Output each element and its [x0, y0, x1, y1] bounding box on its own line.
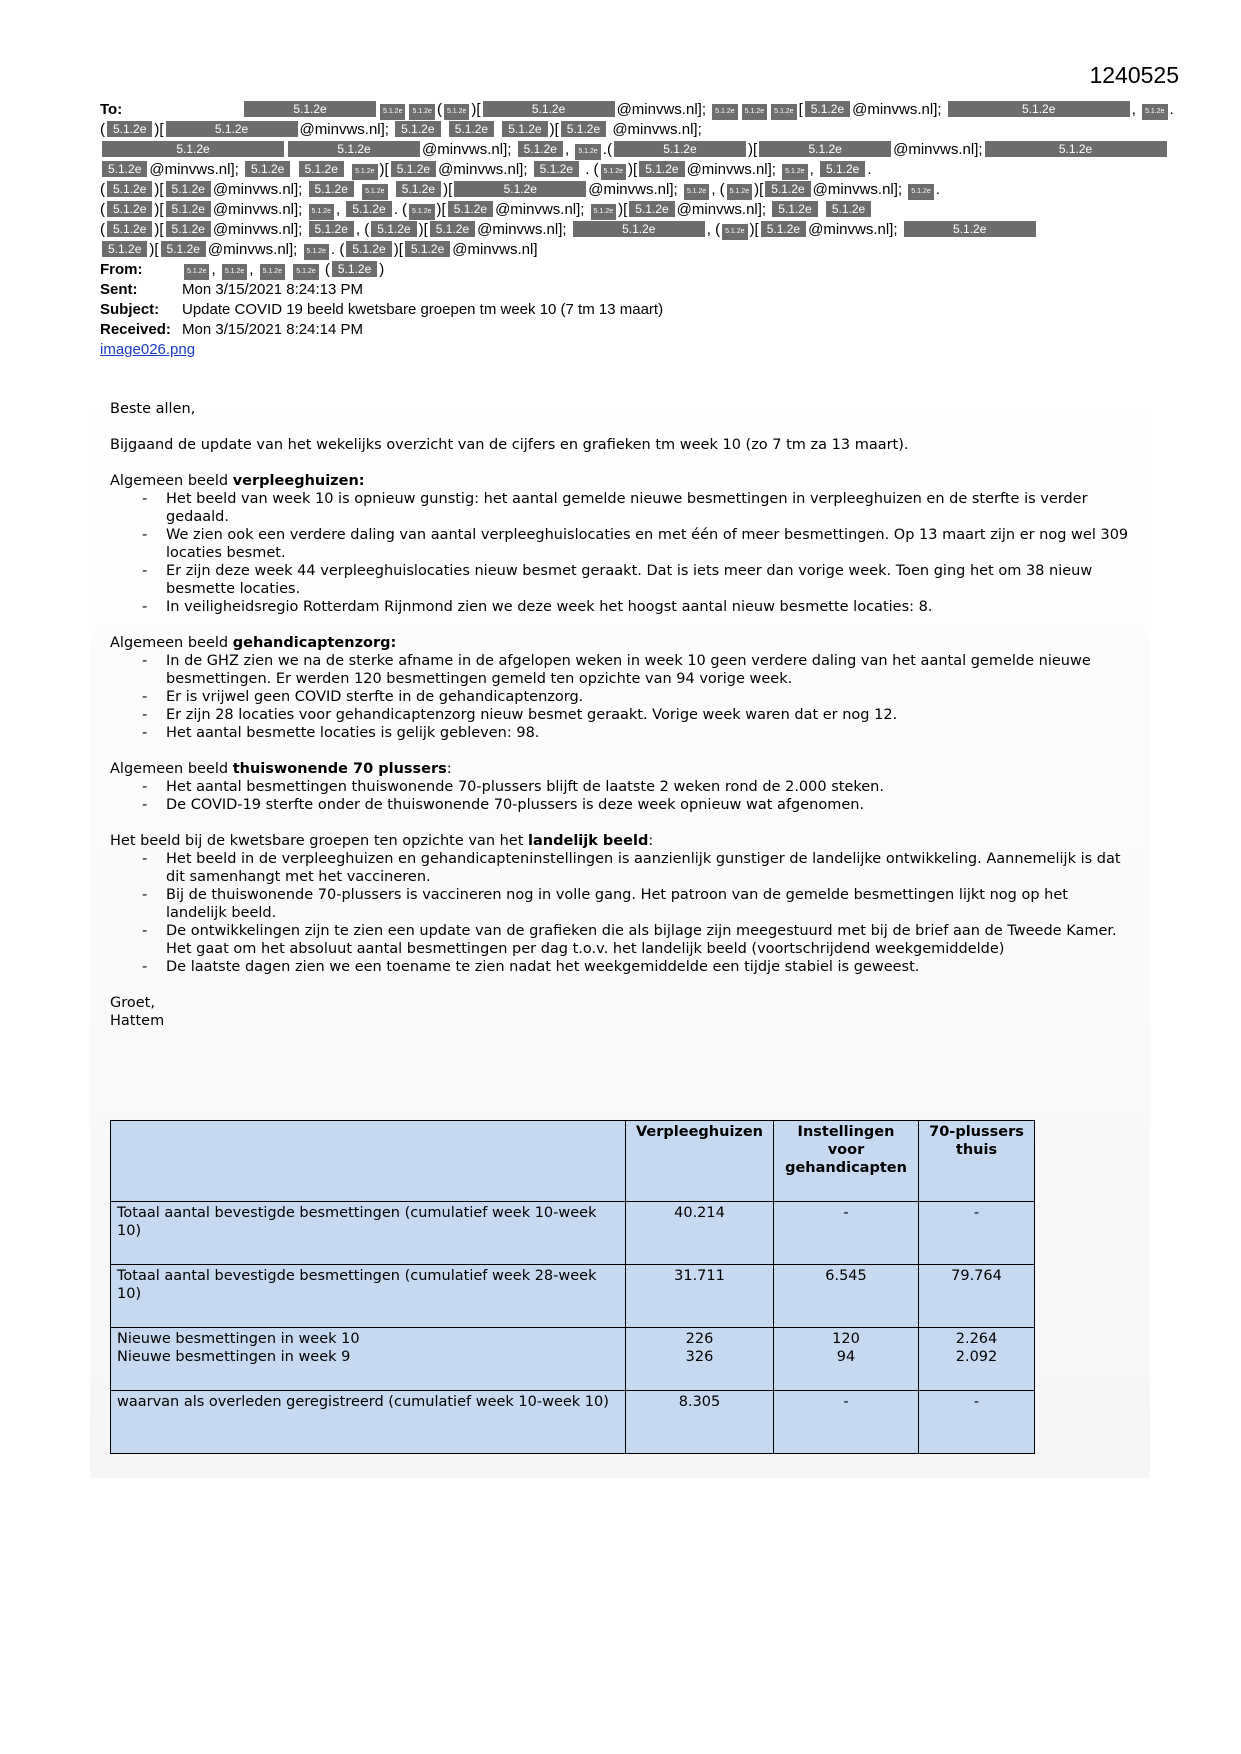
- cell-value: 79.764: [919, 1265, 1035, 1328]
- received-value: Mon 3/15/2021 8:24:14 PM: [182, 321, 363, 338]
- cell-value: 40.214: [626, 1202, 774, 1265]
- recipient-line: ( 5.1.2e )[ 5.1.2e @minvws.nl]; 5.1.2e 5.1.2e 5.1.2e )[ 5.1.2e @minvws.nl];: [100, 121, 702, 138]
- cell-value: 8.305: [626, 1391, 774, 1454]
- intro: Bijgaand de update van het wekelijks overzicht van de cijfers en grafieken tm week 10 (zo 7 tm za 13 maart).: [110, 437, 909, 453]
- list-item: - Er zijn deze week 44 verpleeghuislocaties nieuw besmet geraakt. Dat is iets meer dan vorige week. Toen ging het om 38 nieuw besmette locaties.: [140, 562, 1130, 598]
- cell-value: 2.264 2.092: [919, 1328, 1035, 1391]
- list-item: - Het aantal besmette locaties is gelijk gebleven: 98.: [140, 724, 1130, 742]
- cell-value: -: [919, 1202, 1035, 1265]
- list-item: - Er zijn 28 locaties voor gehandicaptenzorg nieuw besmet geraakt. Vorige week waren dat er nog 12.: [140, 706, 1130, 724]
- cell-value: 31.711: [626, 1265, 774, 1328]
- table-header-row: [111, 1121, 1035, 1202]
- sent-value: Mon 3/15/2021 8:24:13 PM: [182, 281, 363, 298]
- message-body: [110, 400, 1130, 1030]
- row-label: Totaal aantal bevestigde besmettingen (cumulatief week 28-week 10): [111, 1265, 626, 1328]
- subject-label: Subject:: [100, 301, 160, 318]
- table-row: [111, 1265, 1035, 1328]
- list-gehandicaptenzorg: [110, 652, 1130, 742]
- recipient-line: ( 5.1.2e )[ 5.1.2e @minvws.nl]; 5.1.2e , 5.1.2e . ( 5.1.2e )[ 5.1.2e @minvws.nl]; 5.1.2e )[ 5.1.2e @minvws.nl]; 5.1.2e 5.1.2e: [100, 200, 1160, 220]
- list-item: - Er is vrijwel geen COVID sterfte in de gehandicaptenzorg.: [140, 688, 1130, 706]
- section-heading-landelijk: Het beeld bij de kwetsbare groepen ten opzichte van het landelijk beeld:: [110, 833, 654, 849]
- recipient-line: 5.1.2e 5.1.2e @minvws.nl]; 5.1.2e , 5.1.2e .( 5.1.2e )[ 5.1.2e @minvws.nl]; 5.1.2e: [100, 140, 1160, 160]
- section-heading-verpleeghuizen: Algemeen beeld verpleeghuizen:: [110, 473, 365, 489]
- row-label: Totaal aantal bevestigde besmettingen (cumulatief week 10-week 10): [111, 1202, 626, 1265]
- received-row: [100, 320, 1160, 340]
- row-label: waarvan als overleden geregistreerd (cumulatief week 10-week 10): [111, 1391, 626, 1454]
- section-heading-gehandicaptenzorg: Algemeen beeld gehandicaptenzorg:: [110, 635, 397, 651]
- statistics-table: [110, 1120, 1035, 1454]
- cell-value: 6.545: [774, 1265, 919, 1328]
- cell-value: -: [774, 1202, 919, 1265]
- closing: Groet,: [110, 995, 155, 1011]
- table-row: [111, 1391, 1035, 1454]
- list-item: - De laatste dagen zien we een toename te zien nadat het weekgemiddelde een tijdje stabiel is geweest.: [140, 958, 1130, 976]
- list-item: - De ontwikkelingen zijn te zien een update van de grafieken die als bijlage zijn meegestuurd met bij de brief aan de Tweede Kamer. Het gaat om het absoluut aantal besmettingen per dag t.o.v. het landelijk beeld (voortschrijdend weekgemiddelde): [140, 922, 1130, 958]
- recipient-domain: @minvws.nl];: [616, 101, 706, 118]
- table-header: [111, 1121, 626, 1202]
- list-item: - Het beeld in de verpleeghuizen en gehandicapteninstellingen is aanzienlijk gunstiger de landelijke ontwikkeling. Aannemelijk is dat dit samenhangt met het vaccineren.: [140, 850, 1130, 886]
- row-label: Nieuwe besmettingen in week 10 Nieuwe besmettingen in week 9: [111, 1328, 626, 1391]
- to-row: To: 5.1.2e 5.1.2e 5.1.2e ( 5.1.2e )[ 5.1.2e @minvws.nl]; 5.1.2e 5.1.2e 5.1.2e [ 5.1.2e @minvws.nl]; 5.1.2e , 5.1.2e .: [100, 101, 1174, 118]
- table-row: [111, 1328, 1035, 1391]
- from-label: From:: [100, 261, 143, 278]
- sent-row: [100, 280, 1160, 300]
- list-item: - We zien ook een verdere daling van aantal verpleeghuislocaties en met één of meer besmettingen. Op 13 maart zijn er nog wel 309 locaties besmet.: [140, 526, 1130, 562]
- to-label: To:: [100, 101, 123, 118]
- recipient-line: 5.1.2e )[ 5.1.2e @minvws.nl]; 5.1.2e . ( 5.1.2e )[ 5.1.2e @minvws.nl]: [100, 240, 1160, 260]
- table-header: Verpleeghuizen: [626, 1121, 774, 1202]
- list-70-plussers: [110, 778, 1130, 814]
- subject-value: Update COVID 19 beeld kwetsbare groepen tm week 10 (7 tm 13 maart): [182, 301, 664, 318]
- signature: Hattem: [110, 1013, 165, 1029]
- recipient-line: 5.1.2e @minvws.nl]; 5.1.2e 5.1.2e 5.1.2e )[ 5.1.2e @minvws.nl]; 5.1.2e . ( 5.1.2e )[ 5.1.2e @minvws.nl]; 5.1.2e , 5.1.2e .: [100, 160, 1160, 180]
- list-item: - Bij de thuiswonende 70-plussers is vaccineren nog in volle gang. Het patroon van de gemelde besmettingen lijkt nog op het landelijk beeld.: [140, 886, 1130, 922]
- subject-row: [100, 300, 1160, 320]
- cell-value: -: [774, 1391, 919, 1454]
- cell-value: 226 326: [626, 1328, 774, 1391]
- attachment-link[interactable]: image026.png: [100, 341, 196, 358]
- list-verpleeghuizen: [110, 490, 1130, 616]
- email-header: [100, 100, 1174, 360]
- cell-value: -: [919, 1391, 1035, 1454]
- recipient-line: ( 5.1.2e )[ 5.1.2e @minvws.nl]; 5.1.2e , ( 5.1.2e )[ 5.1.2e @minvws.nl]; 5.1.2e , ( 5.1.2e )[ 5.1.2e @minvws.nl]; 5.1.2e: [100, 220, 1160, 240]
- greeting: Beste allen,: [110, 401, 196, 417]
- from-row: From: 5.1.2e , 5.1.2e , 5.1.2e 5.1.2e ( 5.1.2e ): [100, 261, 385, 278]
- list-item: - In veiligheidsregio Rotterdam Rijnmond zien we deze week het hoogst aantal nieuw besmette locaties: 8.: [140, 598, 1130, 616]
- recipient-line: ( 5.1.2e )[ 5.1.2e @minvws.nl]; 5.1.2e 5.1.2e 5.1.2e )[ 5.1.2e @minvws.nl]; 5.1.2e , ( 5.1.2e )[ 5.1.2e @minvws.nl]; 5.1.2e .: [100, 181, 940, 198]
- table-row: [111, 1202, 1035, 1265]
- table-header: 70-plussers thuis: [919, 1121, 1035, 1202]
- list-item: - De COVID-19 sterfte onder de thuiswonende 70-plussers is deze week opnieuw wat afgenomen.: [140, 796, 1130, 814]
- table-header: Instellingen voor gehandicapten: [774, 1121, 919, 1202]
- list-item: - Het beeld van week 10 is opnieuw gunstig: het aantal gemelde nieuwe besmettingen in verpleeghuizen en de sterfte is verder gedaald.: [140, 490, 1130, 526]
- section-heading-70-plussers: Algemeen beeld thuiswonende 70 plussers:: [110, 761, 452, 777]
- received-label: Received:: [100, 321, 171, 338]
- list-item: - In de GHZ zien we na de sterke afname in de afgelopen weken in week 10 geen verdere daling van het aantal gemelde nieuwe besmettingen. Er werden 120 besmettingen gemeld ten opzichte van 94 vorige week.: [140, 652, 1130, 688]
- cell-value: 120 94: [774, 1328, 919, 1391]
- list-item: - Het aantal besmettingen thuiswonende 70-plussers blijft de laatste 2 weken rond de 2.000 steken.: [140, 778, 1130, 796]
- sent-label: Sent:: [100, 281, 138, 298]
- document-id: 1240525: [1089, 62, 1179, 88]
- list-landelijk: [110, 850, 1130, 976]
